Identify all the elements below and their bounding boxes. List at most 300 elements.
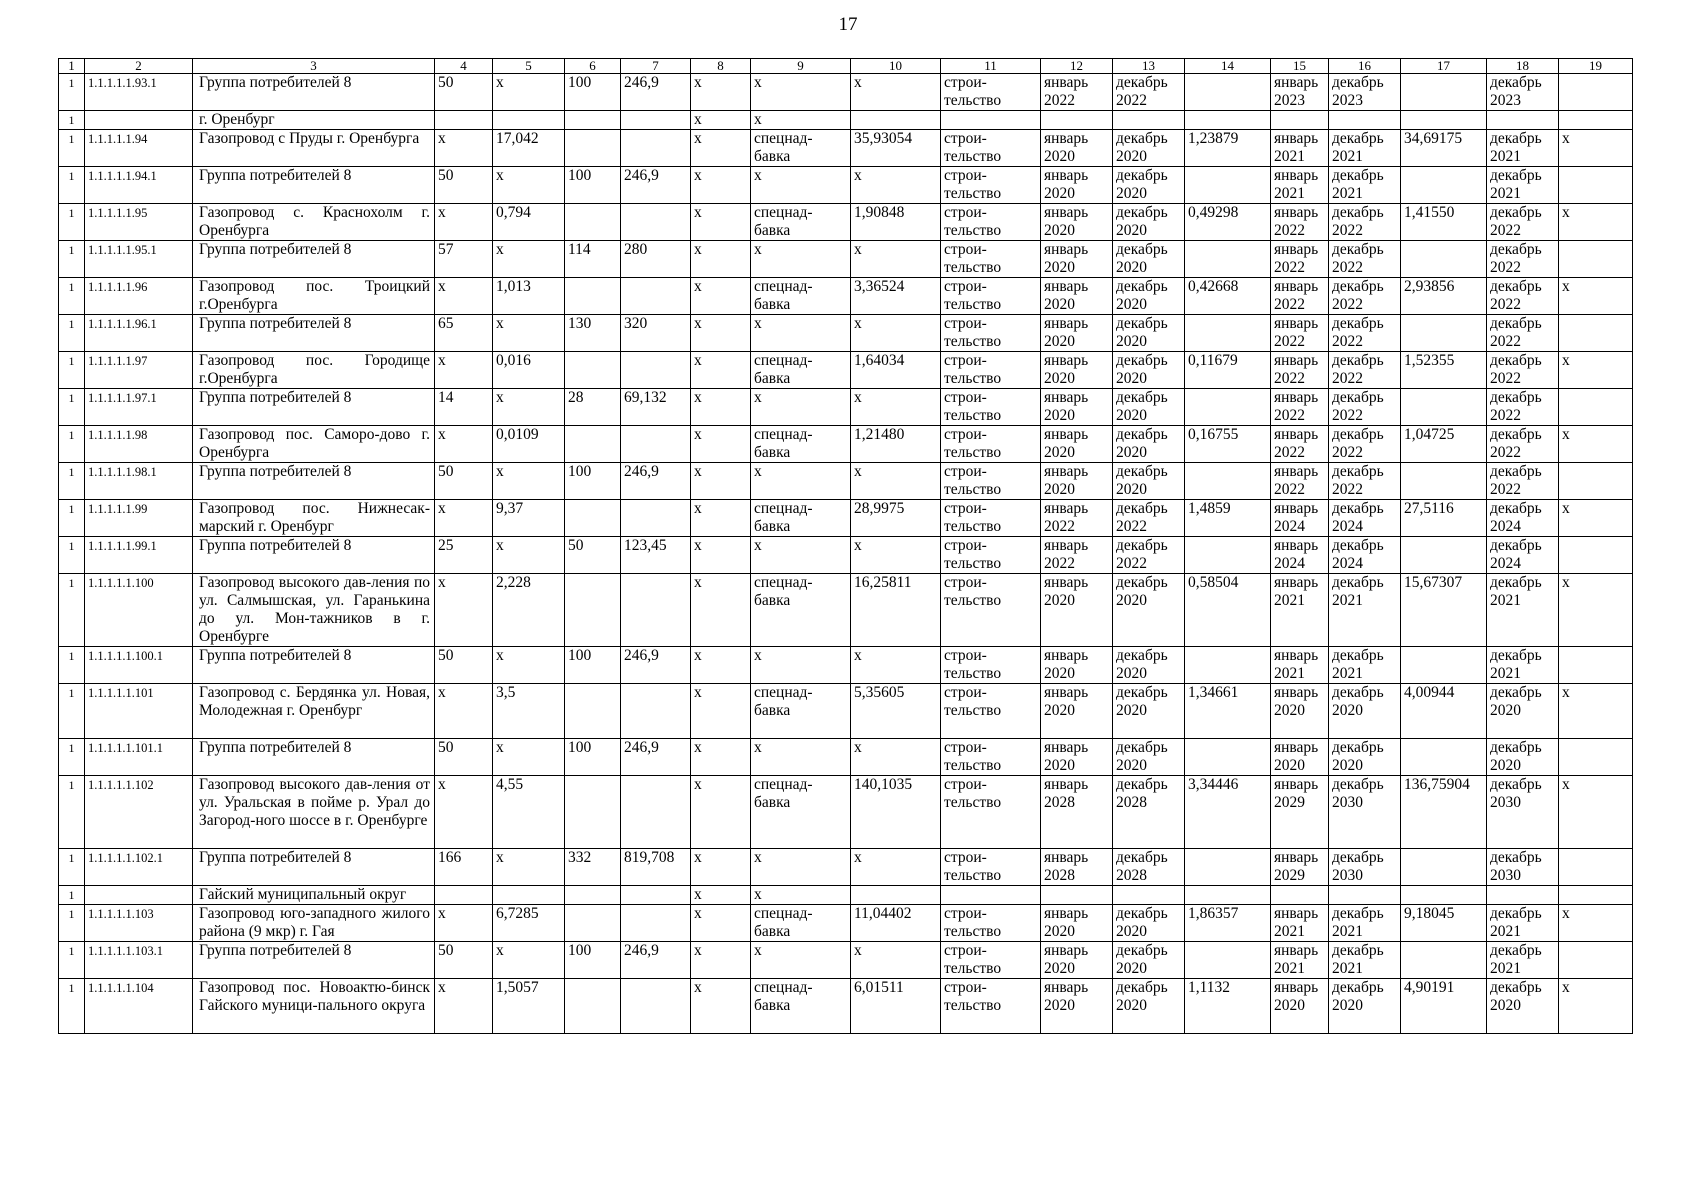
table-cell: Газопровод пос. Саморо-дово г. Оренбурга [193, 426, 435, 463]
table-row [59, 111, 1633, 130]
table-cell: январь 2020 [1041, 389, 1113, 426]
table-cell: строи- тельство [941, 241, 1041, 278]
table-cell: строи- тельство [941, 74, 1041, 111]
table-cell: 100 [565, 167, 621, 204]
table-cell: январь 2021 [1271, 130, 1329, 167]
table-cell: x [851, 537, 941, 574]
table-cell [1559, 942, 1633, 979]
table-cell [1559, 463, 1633, 500]
table-cell: 1 [59, 426, 85, 463]
table-cell [1559, 647, 1633, 684]
table-cell: x [751, 886, 851, 905]
table-cell [1559, 315, 1633, 352]
table-cell: 3,34446 [1185, 776, 1271, 849]
table-cell: x [691, 278, 751, 315]
table-cell: декабрь 2024 [1487, 537, 1559, 574]
table-cell: строи- тельство [941, 278, 1041, 315]
table-cell: январь 2029 [1271, 849, 1329, 886]
table-cell: x [435, 500, 493, 537]
table-cell [565, 352, 621, 389]
table-cell: x [851, 315, 941, 352]
table-cell: 100 [565, 942, 621, 979]
table-cell [851, 111, 941, 130]
table-cell [1559, 241, 1633, 278]
table-cell: 246,9 [621, 463, 691, 500]
column-number: 13 [1113, 59, 1185, 74]
table-row [59, 942, 1633, 979]
table-cell: 50 [435, 739, 493, 776]
table-cell [1401, 849, 1487, 886]
table-cell: x [691, 574, 751, 647]
table-cell: 15,67307 [1401, 574, 1487, 647]
column-number: 8 [691, 59, 751, 74]
table-cell: Группа потребителей 8 [193, 167, 435, 204]
column-number: 17 [1401, 59, 1487, 74]
table-cell: декабрь 2020 [1113, 574, 1185, 647]
table-cell [1113, 111, 1185, 130]
page-number: 17 [838, 14, 858, 35]
table-cell: x [691, 389, 751, 426]
table-cell: 9,18045 [1401, 905, 1487, 942]
table-cell: 1 [59, 352, 85, 389]
table-cell: 1,41550 [1401, 204, 1487, 241]
table-cell: x [751, 111, 851, 130]
table-cell: x [691, 905, 751, 942]
table-cell: x [435, 130, 493, 167]
table-cell [1487, 886, 1559, 905]
table-cell: Группа потребителей 8 [193, 315, 435, 352]
table-cell: 1 [59, 167, 85, 204]
table-cell: x [1559, 574, 1633, 647]
table-cell: 819,708 [621, 849, 691, 886]
table-cell [565, 204, 621, 241]
table-cell: декабрь 2022 [1487, 352, 1559, 389]
table-cell: x [691, 130, 751, 167]
table-cell: декабрь 2020 [1113, 130, 1185, 167]
table-cell: декабрь 2020 [1113, 241, 1185, 278]
table-cell: x [691, 241, 751, 278]
table-cell: Гайский муниципальный округ [193, 886, 435, 905]
column-number: 19 [1559, 59, 1633, 74]
table-cell: x [851, 739, 941, 776]
table-cell: декабрь 2020 [1113, 942, 1185, 979]
table-cell: декабрь 2021 [1487, 942, 1559, 979]
table-cell: январь 2022 [1271, 241, 1329, 278]
table-cell: 1 [59, 886, 85, 905]
table-cell: январь 2020 [1041, 574, 1113, 647]
table-cell: x [435, 278, 493, 315]
table-cell: спецнад- бавка [751, 684, 851, 739]
table-cell: декабрь 2020 [1113, 647, 1185, 684]
table-cell: декабрь 2021 [1329, 130, 1401, 167]
table-cell: x [691, 684, 751, 739]
table-cell: 17,042 [493, 130, 565, 167]
table-cell: Группа потребителей 8 [193, 849, 435, 886]
table-cell: декабрь 2021 [1329, 647, 1401, 684]
table-cell: 4,00944 [1401, 684, 1487, 739]
table-cell: 1.1.1.1.1.102 [85, 776, 193, 849]
table-cell: Газопровод с. Бердянка ул. Новая, Молодежная г. Оренбург [193, 684, 435, 739]
table-cell: декабрь 2022 [1113, 537, 1185, 574]
table-cell: 1.1.1.1.1.94.1 [85, 167, 193, 204]
table-cell: Группа потребителей 8 [193, 463, 435, 500]
table-cell: 246,9 [621, 647, 691, 684]
table-cell [1401, 315, 1487, 352]
table-cell: январь 2020 [1041, 979, 1113, 1034]
table-cell: 1,64034 [851, 352, 941, 389]
table-cell: январь 2020 [1041, 315, 1113, 352]
table-cell: строи- тельство [941, 684, 1041, 739]
table-cell: 1 [59, 574, 85, 647]
table-cell: 1.1.1.1.1.99.1 [85, 537, 193, 574]
column-number: 2 [85, 59, 193, 74]
table-cell: x [435, 426, 493, 463]
table-cell: x [751, 537, 851, 574]
table-cell: декабрь 2021 [1487, 574, 1559, 647]
table-cell: x [493, 241, 565, 278]
table-cell: декабрь 2023 [1487, 74, 1559, 111]
table-cell: x [851, 241, 941, 278]
column-number: 12 [1041, 59, 1113, 74]
table-cell: декабрь 2030 [1329, 849, 1401, 886]
table-cell: декабрь 2022 [1487, 204, 1559, 241]
table-cell: 1 [59, 130, 85, 167]
table-cell: x [691, 315, 751, 352]
table-cell: x [751, 942, 851, 979]
table-row [59, 905, 1633, 942]
table-cell: x [493, 315, 565, 352]
table-row [59, 776, 1633, 849]
table-cell: x [1559, 352, 1633, 389]
table-cell: январь 2021 [1271, 942, 1329, 979]
table-cell [565, 776, 621, 849]
table-cell: 50 [435, 647, 493, 684]
table-cell: 1 [59, 389, 85, 426]
table-cell: строи- тельство [941, 905, 1041, 942]
table-cell: x [691, 942, 751, 979]
table-cell: спецнад- бавка [751, 574, 851, 647]
table-cell: 50 [435, 74, 493, 111]
table-cell [621, 111, 691, 130]
table-cell: Группа потребителей 8 [193, 537, 435, 574]
table-cell [1185, 886, 1271, 905]
table-cell: 0,16755 [1185, 426, 1271, 463]
table-cell: декабрь 2020 [1487, 684, 1559, 739]
table-cell: декабрь 2030 [1329, 776, 1401, 849]
table-cell [1401, 886, 1487, 905]
table-cell: 1.1.1.1.1.101.1 [85, 739, 193, 776]
table-cell: x [435, 204, 493, 241]
table-cell: x [851, 389, 941, 426]
table-cell: декабрь 2022 [1487, 389, 1559, 426]
table-cell [1185, 739, 1271, 776]
table-cell: декабрь 2021 [1329, 167, 1401, 204]
table-cell: x [1559, 500, 1633, 537]
table-cell: январь 2022 [1041, 74, 1113, 111]
table-cell: Газопровод с Пруды г. Оренбурга [193, 130, 435, 167]
table-cell: x [691, 979, 751, 1034]
table-cell: x [1559, 130, 1633, 167]
table-cell: x [435, 574, 493, 647]
table-cell [1185, 74, 1271, 111]
table-cell: январь 2020 [1041, 739, 1113, 776]
table-cell [1559, 886, 1633, 905]
table-cell: 1 [59, 739, 85, 776]
column-number: 7 [621, 59, 691, 74]
table-cell: 136,75904 [1401, 776, 1487, 849]
table-cell: x [1559, 426, 1633, 463]
table-cell: x [493, 74, 565, 111]
table-cell [1113, 886, 1185, 905]
table-cell: 1 [59, 684, 85, 739]
table-cell: x [691, 167, 751, 204]
table-cell: 114 [565, 241, 621, 278]
table-cell: Группа потребителей 8 [193, 739, 435, 776]
table-cell [1401, 111, 1487, 130]
table-row [59, 574, 1633, 647]
table-row [59, 500, 1633, 537]
table-cell: x [751, 849, 851, 886]
table-cell [1041, 111, 1113, 130]
table-cell: декабрь 2020 [1329, 739, 1401, 776]
table-cell: декабрь 2020 [1113, 905, 1185, 942]
table-cell: декабрь 2022 [1113, 500, 1185, 537]
table-cell: декабрь 2021 [1329, 574, 1401, 647]
table-cell: 1 [59, 500, 85, 537]
table-cell: 1.1.1.1.1.100 [85, 574, 193, 647]
table-cell: x [493, 739, 565, 776]
table-cell: 1.1.1.1.1.103.1 [85, 942, 193, 979]
table-cell: декабрь 2022 [1487, 241, 1559, 278]
table-cell [621, 684, 691, 739]
table-cell [1185, 241, 1271, 278]
table-cell: x [691, 886, 751, 905]
table-cell [621, 905, 691, 942]
column-number: 16 [1329, 59, 1401, 74]
table-cell [1401, 942, 1487, 979]
table-cell: спецнад- бавка [751, 130, 851, 167]
table-row [59, 315, 1633, 352]
table-cell: x [691, 537, 751, 574]
table-cell: январь 2022 [1041, 500, 1113, 537]
table-cell: декабрь 2020 [1113, 463, 1185, 500]
table-cell: 0,49298 [1185, 204, 1271, 241]
table-cell [851, 886, 941, 905]
table-cell [493, 886, 565, 905]
table-cell: x [851, 647, 941, 684]
table-cell: январь 2028 [1041, 776, 1113, 849]
table-cell: декабрь 2021 [1329, 905, 1401, 942]
table-cell: x [435, 776, 493, 849]
table-cell: 28,9975 [851, 500, 941, 537]
table-cell: декабрь 2022 [1487, 426, 1559, 463]
table-cell: декабрь 2022 [1329, 426, 1401, 463]
table-cell: 1 [59, 942, 85, 979]
table-row [59, 426, 1633, 463]
table-cell: x [493, 463, 565, 500]
table-cell: 123,45 [621, 537, 691, 574]
table-cell: x [435, 684, 493, 739]
table-cell [621, 352, 691, 389]
table-cell: 1 [59, 979, 85, 1034]
table-cell: x [691, 647, 751, 684]
table-cell: 1.1.1.1.1.95.1 [85, 241, 193, 278]
table-cell: январь 2020 [1041, 278, 1113, 315]
table-cell: январь 2028 [1041, 849, 1113, 886]
table-cell [1401, 739, 1487, 776]
table-cell: 1,4859 [1185, 500, 1271, 537]
table-cell: x [435, 979, 493, 1034]
table-cell: 1 [59, 111, 85, 130]
table-cell: 5,35605 [851, 684, 941, 739]
table-cell [1329, 886, 1401, 905]
table-cell: Группа потребителей 8 [193, 74, 435, 111]
table-cell: декабрь 2020 [1113, 389, 1185, 426]
table-cell: 1 [59, 278, 85, 315]
table-cell: январь 2022 [1271, 463, 1329, 500]
table-cell: x [751, 74, 851, 111]
table-cell: 0,11679 [1185, 352, 1271, 389]
column-number: 15 [1271, 59, 1329, 74]
table-cell: x [691, 352, 751, 389]
table-cell: x [691, 463, 751, 500]
table-cell: декабрь 2021 [1487, 130, 1559, 167]
table-cell: декабрь 2020 [1113, 979, 1185, 1034]
table-row [59, 352, 1633, 389]
table-cell [1041, 886, 1113, 905]
table-cell [565, 979, 621, 1034]
table-row [59, 849, 1633, 886]
table-cell: x [851, 74, 941, 111]
table-cell: 1.1.1.1.1.96 [85, 278, 193, 315]
column-number: 3 [193, 59, 435, 74]
table-cell: 1 [59, 905, 85, 942]
table-cell [1401, 389, 1487, 426]
table-cell: x [751, 739, 851, 776]
table-cell [1487, 111, 1559, 130]
table-cell: 1,5057 [493, 979, 565, 1034]
table-cell: 1.1.1.1.1.97 [85, 352, 193, 389]
table-cell: декабрь 2030 [1487, 849, 1559, 886]
table-cell: 50 [565, 537, 621, 574]
table-cell: 57 [435, 241, 493, 278]
table-cell: январь 2022 [1271, 389, 1329, 426]
table-cell [1271, 886, 1329, 905]
table-cell [621, 426, 691, 463]
table-row [59, 684, 1633, 739]
table-cell: x [751, 167, 851, 204]
table-row [59, 278, 1633, 315]
table-row [59, 537, 1633, 574]
table-row [59, 204, 1633, 241]
table-cell: 0,016 [493, 352, 565, 389]
table-cell: январь 2020 [1271, 684, 1329, 739]
table-row [59, 463, 1633, 500]
table-cell: январь 2021 [1271, 905, 1329, 942]
table-row [59, 739, 1633, 776]
table-cell: январь 2020 [1041, 130, 1113, 167]
table-cell: 100 [565, 647, 621, 684]
table-cell: x [493, 537, 565, 574]
table-cell: декабрь 2022 [1329, 241, 1401, 278]
table-cell: Газопровод юго-западного жилого района (9 мкр) г. Гая [193, 905, 435, 942]
table-cell: декабрь 2020 [1487, 739, 1559, 776]
table-cell: 1 [59, 776, 85, 849]
table-cell: x [751, 647, 851, 684]
table-cell: 16,25811 [851, 574, 941, 647]
table-cell [1401, 537, 1487, 574]
table-cell: спецнад- бавка [751, 204, 851, 241]
table-cell: 3,36524 [851, 278, 941, 315]
table-cell: Газопровод пос. Нижнесак-марский г. Оренбург [193, 500, 435, 537]
table-cell: строи- тельство [941, 849, 1041, 886]
table-cell: x [691, 204, 751, 241]
table-cell: 1.1.1.1.1.98 [85, 426, 193, 463]
table-cell: декабрь 2021 [1329, 942, 1401, 979]
table-cell: январь 2023 [1271, 74, 1329, 111]
table-cell: строи- тельство [941, 500, 1041, 537]
table-cell: декабрь 2020 [1113, 352, 1185, 389]
table-cell: январь 2022 [1271, 278, 1329, 315]
table-cell [1185, 315, 1271, 352]
table-cell: x [691, 74, 751, 111]
table-cell [1401, 241, 1487, 278]
table-cell: x [691, 500, 751, 537]
table-cell: декабрь 2023 [1329, 74, 1401, 111]
table-cell: 1 [59, 463, 85, 500]
table-cell [1185, 647, 1271, 684]
column-number: 5 [493, 59, 565, 74]
table-cell [621, 574, 691, 647]
table-cell [565, 684, 621, 739]
table-cell: декабрь 2020 [1113, 684, 1185, 739]
table-cell: январь 2020 [1041, 426, 1113, 463]
table-cell: январь 2020 [1271, 739, 1329, 776]
table-cell: 69,132 [621, 389, 691, 426]
table-cell: 50 [435, 167, 493, 204]
table-cell [1559, 537, 1633, 574]
table-cell [621, 204, 691, 241]
table-cell: 280 [621, 241, 691, 278]
table-cell: x [751, 389, 851, 426]
table-cell: x [493, 849, 565, 886]
table-cell: Газопровод пос. Новоактю-бинск Гайского муници-пального округа [193, 979, 435, 1034]
table-cell: январь 2022 [1271, 315, 1329, 352]
table-cell: 1.1.1.1.1.98.1 [85, 463, 193, 500]
table-cell: строи- тельство [941, 463, 1041, 500]
table-cell: декабрь 2022 [1329, 278, 1401, 315]
column-number: 6 [565, 59, 621, 74]
table-cell: x [691, 849, 751, 886]
table-cell [1401, 74, 1487, 111]
table-cell: x [691, 426, 751, 463]
table-cell: 1 [59, 849, 85, 886]
table-cell: 1.1.1.1.1.100.1 [85, 647, 193, 684]
table-cell: x [691, 111, 751, 130]
table-cell: Газопровод высокого дав-ления от ул. Уральская в пойме р. Урал до Загород-ного шоссе в г. Оренбурге [193, 776, 435, 849]
table-cell: x [751, 241, 851, 278]
table-cell: 100 [565, 463, 621, 500]
table-row [59, 389, 1633, 426]
table-cell: 1 [59, 204, 85, 241]
table-cell: 0,58504 [1185, 574, 1271, 647]
table-cell: 246,9 [621, 167, 691, 204]
table-cell [1401, 463, 1487, 500]
table-cell: 9,37 [493, 500, 565, 537]
table-cell: 246,9 [621, 942, 691, 979]
table-cell: строи- тельство [941, 204, 1041, 241]
table-cell: декабрь 2020 [1113, 739, 1185, 776]
